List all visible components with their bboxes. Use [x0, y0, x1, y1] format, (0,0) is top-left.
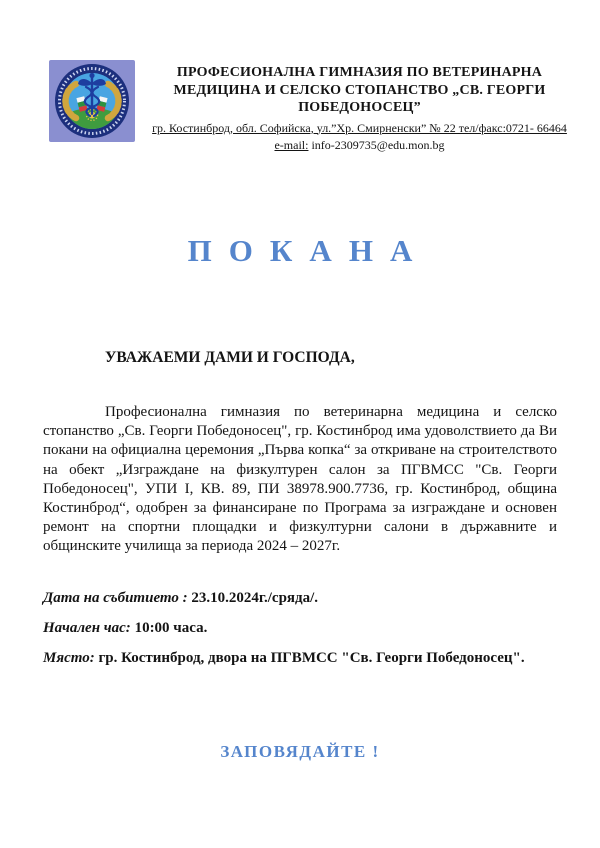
- invitation-title: ПОКАНА: [187, 233, 430, 268]
- event-time-value: 10:00 часа.: [130, 620, 208, 636]
- school-email: [149, 138, 570, 153]
- body-paragraph: Професионална гимназия по ветеринарна медицина и селско стопанство „Св. Георги Победоносец", гр. Костинброд има удоволствието да Ви покани на официална церемония „Първа копка“ за откриване на строителството на обект „Изграждане на физкултурен салон за ПГВМСС "Св. Георги Победоносец", УПИ I, КВ. 89, ПИ 38978.900.7736, гр. Костинброд, община Костинброд“, одобрен за финансиране по Програма за изграждане и основен ремонт на спортни площадки и физкултурни салони в държавните и общинските училища за периода 2024 – 2027г.: [43, 404, 557, 555]
- school-name-line-3: ПОБЕДОНОСЕЦ”: [298, 100, 421, 115]
- email-value: info-2309735@edu.mon.bg: [308, 137, 445, 152]
- event-place-row: [43, 649, 557, 668]
- salutation: УВАЖАЕМИ ДАМИ И ГОСПОДА,: [105, 349, 355, 366]
- school-emblem-logo: [49, 60, 135, 142]
- school-name-line-1: ПРОФЕСИОНАЛНА ГИМНАЗИЯ ПО ВЕТЕРИНАРНА: [176, 65, 543, 80]
- event-date-row: [43, 589, 557, 608]
- school-emblem-icon: [49, 60, 135, 142]
- school-address: гр. Костинброд, обл. Софийска, ул.”Хр. Смирненски” № 22 тел/факс:0721- 66464: [152, 120, 567, 135]
- school-name-line-2: МЕДИЦИНА И СЕЛСКО СТОПАНСТВО „СВ. ГЕОРГИ: [173, 82, 546, 98]
- event-details: [43, 589, 557, 679]
- event-time-label: Начален час:: [43, 620, 131, 636]
- event-place-value: гр. Костинброд, двора на ПГВМСС "Св. Георги Победоносец".: [94, 650, 525, 666]
- email-label: e-mail:: [274, 137, 309, 152]
- letterhead-text: [149, 60, 570, 153]
- letterhead: [49, 60, 570, 153]
- closing-line: ЗАПОВЯДАЙТЕ !: [220, 742, 380, 761]
- event-time-row: [43, 619, 557, 638]
- event-place-label: Място:: [43, 650, 95, 666]
- school-name: [149, 64, 570, 117]
- event-date-label: Дата на събитието :: [43, 590, 188, 606]
- event-date-value: 23.10.2024г./сряда/.: [187, 590, 319, 606]
